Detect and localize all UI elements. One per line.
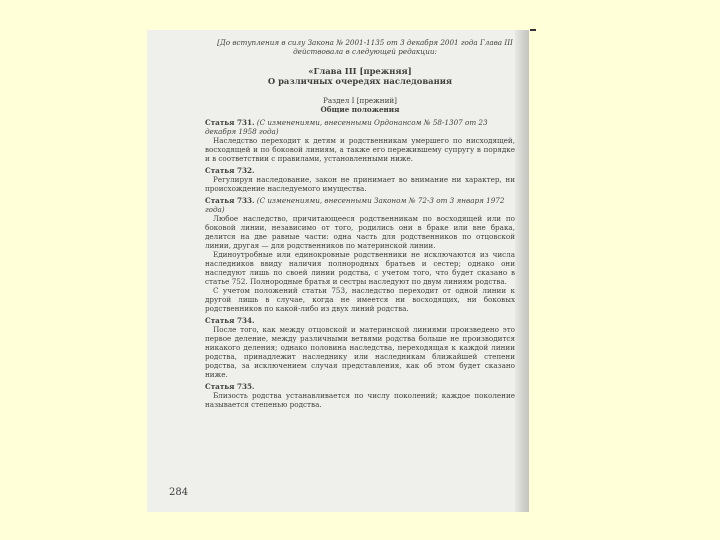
page-number: 284 bbox=[169, 487, 189, 498]
article-title: Статья 734. bbox=[205, 316, 255, 325]
article-title: Статья 732. bbox=[205, 166, 255, 175]
article-note: (С изменениями, внесенными Законом № 72-3 от 3 января 1972 года) bbox=[205, 196, 505, 214]
article-note: (С изменениями, внесенными Ордонансом № 58-1307 от 23 декабря 1958 года) bbox=[205, 118, 488, 136]
scan-mark bbox=[530, 29, 536, 31]
article-title: Статья 733. bbox=[205, 196, 255, 205]
article-733 bbox=[205, 196, 515, 313]
article-paragraph: Единоутробные или единокровные родственники не исключаются из числа наследников ввиду наличия полнородных братьев и сестер; однако они наследуют лишь по своей линии родства, с учетом того, что будет сказано в статье 752. Полнородные братья и сестры наследуют по двум линиям родства. bbox=[205, 250, 515, 286]
article-paragraph: После того, как между отцовской и материнской линиями произведено это первое деление, между различными ветвями родства больше не производится никакого деления; однако половина наследства, переходящая к каждой линии родства, принадлежит наследнику или наследникам ближайшей степени родства, за исключением случая представления, как об этом будет сказано ниже. bbox=[205, 325, 515, 379]
chapter-heading: «Глава III [прежняя] bbox=[308, 66, 412, 76]
header-note: [До вступления в силу Закона № 2001-1135 от 3 декабря 2001 года Глава III действовала в следующей редакции: bbox=[217, 38, 513, 56]
article-paragraph: Наследство переходит к детям и родственникам умершего по нисходящей, восходящей и по боковой линиям, а также его пережившему супругу в порядке и в соответствии с правилами, установленными ниже. bbox=[205, 136, 515, 163]
article-title: Статья 731. bbox=[205, 118, 255, 127]
article-735 bbox=[205, 382, 515, 409]
page-edge-shadow bbox=[515, 30, 529, 512]
article-732 bbox=[205, 166, 515, 193]
page-content bbox=[205, 38, 515, 409]
article-paragraph: Близость родства устанавливается по числу поколений; каждое поколение называется степенью родства. bbox=[205, 391, 515, 409]
article-731 bbox=[205, 118, 515, 163]
scanned-page bbox=[147, 30, 529, 512]
article-title: Статья 735. bbox=[205, 382, 255, 391]
article-734 bbox=[205, 316, 515, 379]
section-title: Общие положения bbox=[320, 105, 400, 114]
article-paragraph: Регулируя наследование, закон не принимает во внимание ни характер, ни происхождение наследуемого имущества. bbox=[205, 175, 515, 193]
chapter-title: О различных очередях наследования bbox=[267, 76, 453, 86]
article-paragraph: Любое наследство, причитающееся родственникам по восходящей или по боковой линии, независимо от того, родились они в браке или вне брака, делится на две равные части: одна часть для родственников по отцовской линии, другая — для родственников по материнской линии. bbox=[205, 214, 515, 250]
article-paragraph: С учетом положений статьи 753, наследство переходит от одной линии к другой лишь в случае, когда не имеется ни восходящих, ни боковых родственников по какой-либо из двух линий родства. bbox=[205, 286, 515, 313]
section-heading: Раздел I [прежний] bbox=[323, 96, 397, 105]
